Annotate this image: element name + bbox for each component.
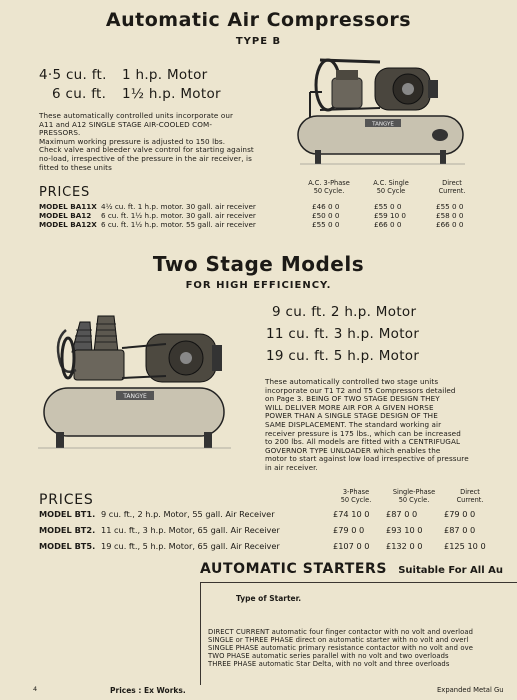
typeb-compressor-illustration — [290, 50, 475, 170]
typeb-motor-2-power: 1½ h.p. Motor — [122, 86, 221, 102]
twostage-price-cell: £87 0 0 — [444, 525, 476, 535]
starters-type-header: Type of Starter. — [236, 594, 302, 603]
typeb-price-cell: £66 0 0 — [436, 220, 464, 229]
col-header-line: Direct — [460, 488, 480, 496]
typeb-price-cell: £59 10 0 — [374, 211, 407, 220]
model-spec: 6 cu. ft. 1½ h.p. motor. 30 gall. air receiver — [101, 211, 256, 220]
typeb-motor-1-size: 4·5 cu. ft. — [39, 67, 107, 83]
page-subtitle: TYPE B — [235, 36, 282, 47]
twostage-description — [265, 378, 505, 473]
twostage-col-header-single — [384, 489, 444, 504]
twostage-row-1 — [39, 508, 275, 520]
twostage-price-cell: £74 10 0 — [333, 509, 370, 519]
col-header-line: Current. — [456, 495, 484, 504]
typeb-prices-heading: PRICES — [39, 185, 91, 200]
typeb-desc-line: PRESSORS. — [39, 128, 81, 138]
twostage-desc-line: to 200 lbs. All models are fitted with a CENTRIFUGAL — [265, 437, 461, 447]
model-spec: 6 cu. ft. 1½ h.p. motor. 55 gall. air receiver — [101, 220, 256, 229]
model-spec: 4½ cu. ft. 1 h.p. motor. 30 gall. air receiver — [101, 202, 256, 211]
twostage-compressor-illustration — [36, 300, 236, 460]
col-header-line: A.C. 3-Phase — [308, 179, 350, 187]
starter-line: SINGLE PHASE automatic primary resistance contactor with no volt and ove — [208, 644, 474, 652]
typeb-desc-line: Check valve and bleeder valve control for starting against — [39, 145, 254, 155]
model-name: MODEL BA12 — [39, 211, 92, 220]
model-spec: 9 cu. ft., 2 h.p. Motor, 55 gall. Air Receiver — [101, 509, 275, 519]
model-name: MODEL BT1. — [39, 509, 96, 519]
model-spec: 11 cu. ft., 3 h.p. Motor, 65 gall. Air Receiver — [101, 525, 280, 535]
twostage-desc-line: SAME DISPLACEMENT. The standard working air — [265, 419, 442, 429]
twostage-prices-heading: PRICES — [39, 492, 94, 508]
twostage-desc-line: in air receiver. — [265, 462, 318, 472]
twostage-col-header-3phase — [330, 489, 382, 504]
typeb-price-cell: £58 0 0 — [436, 211, 464, 220]
model-name: MODEL BA12X — [39, 220, 97, 229]
twostage-desc-line: on Page 3. BEING OF TWO STAGE DESIGN THEY — [265, 394, 440, 404]
col-header-line: A.C. Single — [373, 179, 409, 187]
twostage-desc-line: These automatically controlled two stage units — [265, 377, 439, 386]
starter-line: THREE PHASE automatic Star Delta, with no volt and three overloads — [208, 660, 450, 668]
typeb-price-cell: £55 0 0 — [436, 202, 464, 211]
col-header-line: 50 Cycle — [376, 186, 406, 195]
starters-list — [208, 628, 473, 668]
twostage-desc-line: WILL DELIVER MORE AIR FOR A GIVEN HORSE — [265, 402, 434, 412]
twostage-row-3 — [39, 540, 280, 552]
typeb-desc-line: These automatically controlled units incorporate our — [39, 111, 234, 120]
typeb-brand-plate: TANGYE — [372, 121, 394, 128]
twostage-motor-2: 11 cu. ft. 3 h.p. Motor — [266, 326, 420, 342]
starter-line: DIRECT CURRENT automatic four finger contactor with no volt and overload — [208, 628, 474, 636]
starter-line: SINGLE or THREE PHASE direct on automatic starter with no volt and overl — [208, 636, 469, 644]
starter-line: TWO PHASE automatic series parallel with no volt and two overloads — [208, 652, 449, 660]
twostage-desc-line: incorporate our T1 T2 and T5 Compressors detailed — [265, 385, 456, 395]
typeb-col-header-single — [362, 180, 420, 195]
twostage-motor-3: 19 cu. ft. 5 h.p. Motor — [266, 348, 420, 364]
twostage-price-cell: £93 10 0 — [386, 525, 423, 535]
twostage-desc-line: motor to start against low load irrespective of pressure — [265, 454, 469, 464]
page-title: Automatic Air Compressors — [105, 9, 412, 31]
model-name: MODEL BT5. — [39, 541, 96, 551]
typeb-desc-line: Maximum working pressure is adjusted to 150 lbs. — [39, 136, 226, 146]
twostage-price-cell: £79 0 0 — [444, 509, 476, 519]
typeb-row-3 — [39, 221, 256, 230]
twostage-price-cell: £132 0 0 — [386, 541, 423, 551]
typeb-desc-line: A11 and A12 SINGLE STAGE AIR-COOLED COM- — [39, 119, 213, 129]
typeb-motor-1-power: 1 h.p. Motor — [122, 67, 208, 83]
typeb-price-cell: £55 0 0 — [374, 202, 402, 211]
col-header-line: 50 Cycle. — [313, 186, 345, 195]
twostage-motor-1: 9 cu. ft. 2 h.p. Motor — [272, 304, 417, 320]
typeb-price-cell: £46 0 0 — [312, 202, 340, 211]
twostage-desc-line: GOVERNOR TYPE UNLOADER which enables the — [265, 445, 441, 455]
col-header-line: 50 Cycle. — [398, 495, 430, 504]
twostage-brand-plate: TANGYE — [123, 393, 147, 400]
typeb-price-cell: £50 0 0 — [312, 211, 340, 220]
model-name: MODEL BA11X — [39, 202, 97, 211]
col-header-line: Current. — [438, 186, 466, 195]
footer-right-label: Expanded Metal Gu — [437, 686, 504, 694]
col-header-line: 3-Phase — [342, 488, 370, 496]
typeb-col-header-dc — [423, 180, 481, 195]
col-header-line: 50 Cycle. — [340, 495, 372, 504]
twostage-title: Two Stage Models — [152, 252, 365, 276]
prices-note: Prices : Ex Works. — [110, 686, 186, 695]
model-name: MODEL BT2. — [39, 525, 96, 535]
twostage-desc-line: POWER THAN A SINGLE STAGE DESIGN OF THE — [265, 411, 438, 421]
typeb-col-header-3phase — [300, 180, 358, 195]
typeb-desc-line: fitted to these units — [39, 162, 112, 172]
typeb-desc-line: no-load, irrespective of the pressure in the air receiver, is — [39, 153, 252, 163]
twostage-col-header-dc — [444, 489, 496, 504]
typeb-motor-2-size: 6 cu. ft. — [52, 86, 107, 102]
twostage-price-cell: £79 0 0 — [333, 525, 365, 535]
col-header-line: Direct — [442, 179, 462, 187]
typeb-description — [39, 112, 279, 172]
twostage-row-2 — [39, 524, 280, 536]
starters-title: AUTOMATIC STARTERS — [200, 561, 388, 577]
twostage-subtitle: FOR HIGH EFFICIENCY. — [185, 280, 332, 291]
twostage-price-cell: £87 0 0 — [386, 509, 418, 519]
page-number: 4 — [33, 685, 38, 693]
model-spec: 19 cu. ft., 5 h.p. Motor, 65 gall. Air Receiver — [101, 541, 280, 551]
col-header-line: Single-Phase — [392, 488, 436, 496]
starters-heading — [200, 558, 503, 577]
starters-suffix: Suitable For All Au — [398, 565, 503, 576]
twostage-price-cell: £107 0 0 — [333, 541, 370, 551]
twostage-price-cell: £125 10 0 — [444, 541, 486, 551]
typeb-price-cell: £66 0 0 — [374, 220, 402, 229]
twostage-desc-line: receiver pressure is 175 lbs., which can be increased — [265, 428, 461, 438]
typeb-price-cell: £55 0 0 — [312, 220, 340, 229]
